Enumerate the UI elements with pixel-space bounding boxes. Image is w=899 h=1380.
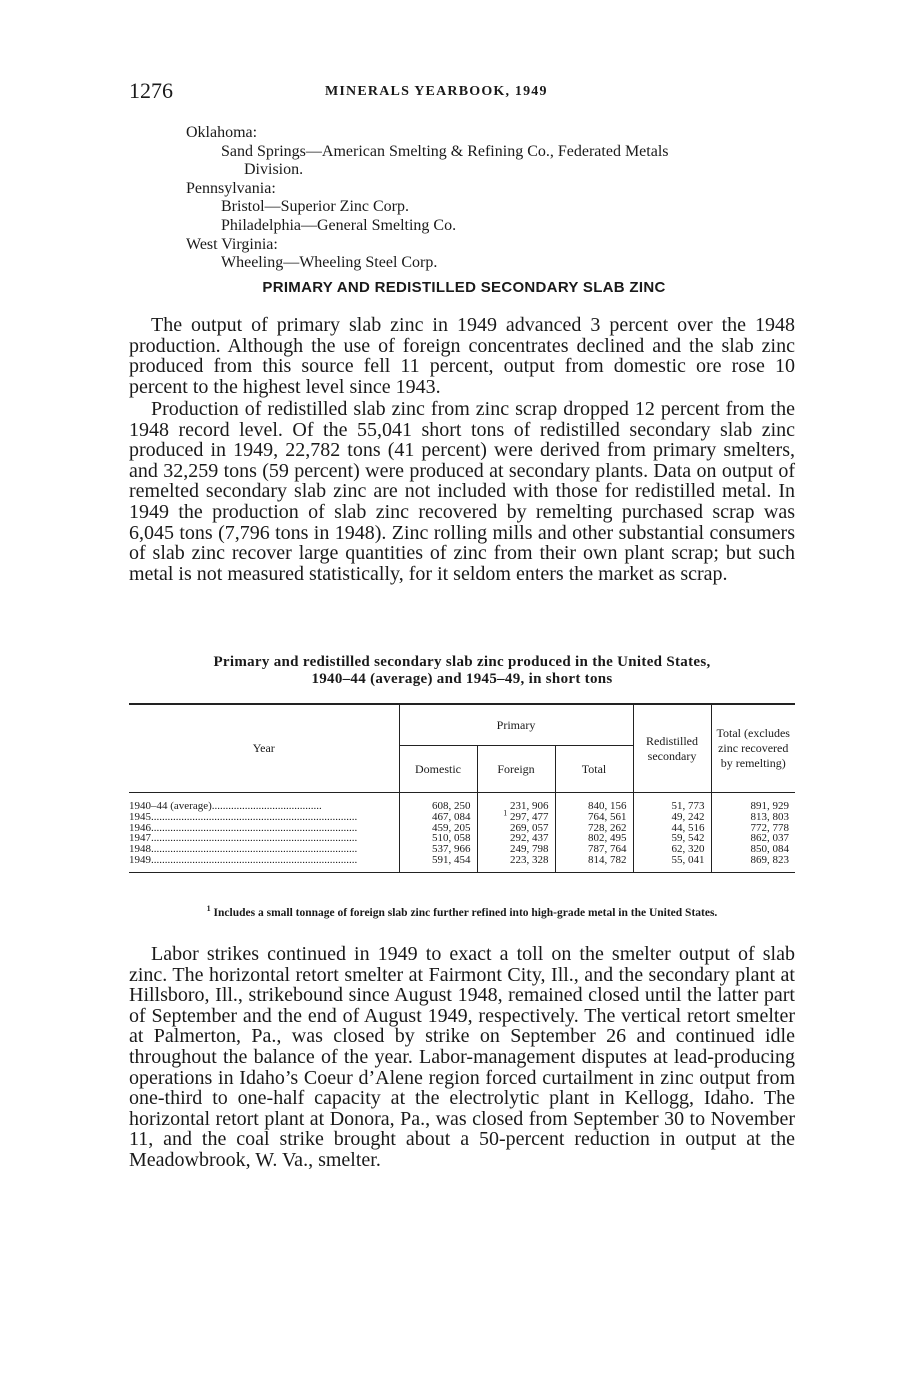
leader-dots: ........................................................................... [151,811,358,823]
row-year [129,855,399,872]
cell-domestic: 608, 250 [399,793,477,812]
leader-dots: ........................................................................... [151,844,358,855]
cell-foreign-value: 249, 798 [510,843,549,856]
table-footnote [129,904,795,919]
state-heading: Oklahoma: [186,124,258,141]
cell-domestic: 591, 454 [399,855,477,872]
row-year-label: 1948 [129,844,151,855]
leader-dots: ........................................ [211,800,322,812]
row-year [129,793,399,812]
header-redistilled: Redistilled secondary [633,704,711,793]
row-year-label: 1946 [129,822,151,834]
footnote-marker: 1 [503,808,508,818]
header-foreign: Foreign [477,746,555,793]
cell-foreign-value: 292, 437 [510,832,549,845]
cell-domestic: 510, 058 [399,833,477,844]
cell-redistilled: 44, 516 [633,823,711,834]
state-heading: West Virginia: [186,235,278,253]
plant-entry: Bristol—Superior Zinc Corp. [221,198,409,216]
row-year-label: 1947 [129,833,151,845]
table-row [129,812,795,823]
cell-total: 728, 262 [555,823,633,834]
section-heading: PRIMARY AND REDISTILLED SECONDARY SLAB ZINC [262,279,666,296]
footnote-marker: 1 [206,904,211,914]
cell-total: 840, 156 [555,793,633,812]
row-year-label: 1945 [129,811,151,823]
paragraph-primary-output: The output of primary slab zinc in 1949 advanced 3 percent over the 1948 production. Although the use of foreign concentrates declined and the slab zinc produced from this source fell 11 percent, output from domestic ore rose 10 percent to the highest level since 1943. [129,314,795,398]
header-total: Total [555,746,633,793]
row-year [129,833,399,844]
cell-foreign [477,855,555,872]
cell-redistilled: 55, 041 [633,855,711,872]
cell-foreign-value: 223, 328 [510,853,549,866]
cell-domestic: 467, 084 [399,812,477,823]
row-year [129,812,399,823]
row-year-label: 1949 [129,854,151,866]
page-number: 1276 [129,78,173,103]
running-title: MINERALS YEARBOOK, 1949 [325,84,548,99]
paragraph-labor-strikes: Labor strikes continued in 1949 to exact a toll on the smelter output of slab zinc. The horizontal retort smelter at Fairmont City, Ill., and the secondary plant at Hillsboro, Ill., strikebound since August 1948, remained closed until the latter part of September and the end of August 1949, respectively. The vertical retort smelter at Palmerton, Pa., was closed by strike on September 26 and continued idle throughout the balance of the year. Labor-management disputes at lead-producing operations in Idaho’s Coeur d’Alene region forced curtailment in zinc output from one-third to one-half capacity at the electrolytic plant in Kellogg, Idaho. The horizontal retort plant at Donora, Pa., was closed from September 30 to November 11, and the coal strike brought about a 50-percent reduction in output at the Meadowbrook, W. Va., smelter. [129,943,795,1171]
plant-entry-continuation: Division. [244,161,304,179]
row-year-label: 1940–44 (average) [129,800,212,812]
cell-redistilled: 51, 773 [633,793,711,812]
cell-total: 802, 495 [555,833,633,844]
cell-redistilled: 49, 242 [633,812,711,823]
running-header [129,78,799,108]
cell-total: 764, 561 [555,812,633,823]
cell-total-excluding: 772, 778 [711,823,795,834]
table-row [129,855,795,872]
cell-total: 787, 764 [555,844,633,855]
table-row [129,793,795,812]
row-year [129,823,399,834]
cell-foreign-value: 231, 906 [510,800,549,812]
cell-total-excluding: 891, 929 [711,793,795,812]
header-total-excluding: Total (excludes zinc recovered by remelting) [711,704,795,793]
table-caption [129,654,795,688]
plant-entry: Wheeling—Wheeling Steel Corp. [221,254,438,272]
plant-entry: Sand Springs—American Smelting & Refining Co., Federated Metals [221,142,669,160]
cell-total-excluding: 869, 823 [711,855,795,872]
cell-redistilled: 62, 320 [633,844,711,855]
footnote-text: Includes a small tonnage of foreign slab zinc further refined into high-grade metal in the United States. [213,907,718,919]
paragraph-redistilled-production: Production of redistilled slab zinc from zinc scrap dropped 12 percent from the 1948 record level. Of the 55,041 short tons of redistilled secondary slab zinc produced in 1949, 22,782 tons (41 percent) were derived from primary smelters, and 32,259 tons (59 percent) were produced at secondary plants. Data on output of remelted secondary slab zinc are not included with those for redistilled metal. In 1949 the production of slab zinc recovered by remelting purchased scrap was 6,045 tons (7,796 tons in 1948). Zinc rolling mills and other substantial consumers of slab zinc recover large quantities of zinc from their own plant scrap; but such metal is not measured statistically, for it seldom enters the market as scrap. [129,398,795,585]
cell-total: 814, 782 [555,855,633,872]
plant-location-list [186,124,669,273]
header-domestic: Domestic [399,746,477,793]
row-year [129,844,399,855]
cell-total-excluding: 862, 037 [711,833,795,844]
slab-zinc-production-table [129,703,795,873]
cell-foreign-value: 297, 477 [510,810,549,823]
state-heading: Pennsylvania: [186,179,276,197]
leader-dots: ........................................................................... [151,833,358,845]
leader-dots: ........................................................................... [151,854,358,866]
cell-total-excluding: 850, 084 [711,844,795,855]
cell-domestic: 459, 205 [399,823,477,834]
cell-foreign-value: 269, 057 [510,821,549,834]
table-caption-line: Primary and redistilled secondary slab zinc produced in the United States, [213,654,711,670]
leader-dots: ........................................................................... [151,822,358,834]
header-year: Year [129,704,399,793]
cell-domestic: 537, 966 [399,844,477,855]
cell-foreign [477,793,555,812]
header-primary: Primary [399,704,633,746]
cell-total-excluding: 813, 803 [711,812,795,823]
plant-entry: Philadelphia—General Smelting Co. [221,216,457,234]
cell-redistilled: 59, 542 [633,833,711,844]
table-caption-line: 1940–44 (average) and 1945–49, in short tons [311,671,613,687]
